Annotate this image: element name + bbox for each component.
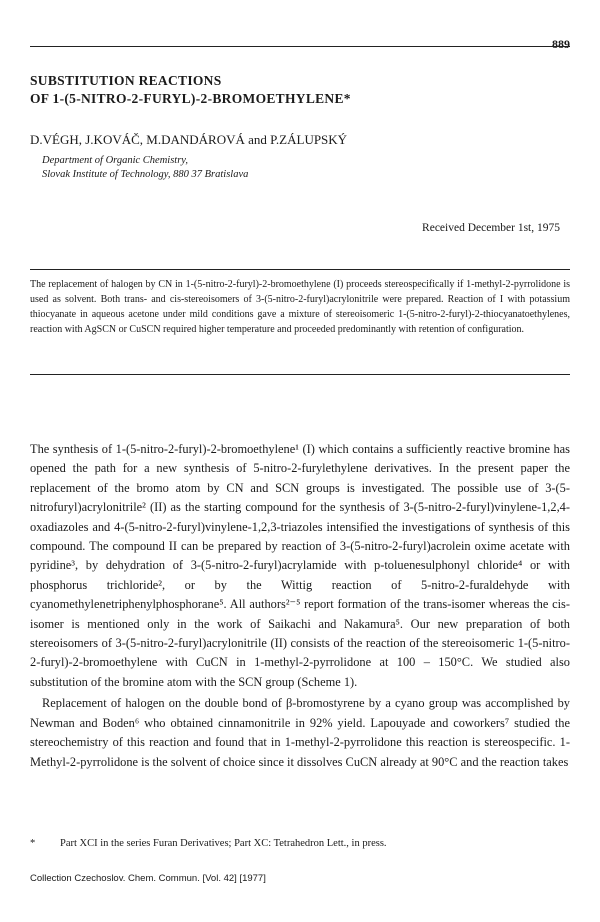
article-title xyxy=(30,72,570,108)
abstract: The replacement of halogen by CN in 1-(5-nitro-2-furyl)-2-bromoethylene (I) proceeds stereospecifically if 1-methyl-2-pyrrolidone is used as solvent. Both trans- and cis-stereoisomers of 3-(5-nitro-2-furyl)acrylonitrile were prepared. Reaction of I with potassium thiocyanate in aqueous acetone under mild conditions gave a mixture of stereoisomeric 1-(5-nitro-2-furyl)-2-thiocyanatoethylenes, reaction with AgSCN or CuSCN required higher temperature and proceeded predominantly with retention of configuration. xyxy=(30,279,570,335)
affiliation-line-1: Department of Organic Chemistry, xyxy=(42,155,189,166)
footnote-symbol: * xyxy=(30,838,36,849)
body-paragraph-1: The synthesis of 1-(5-nitro-2-furyl)-2-bromoethylene¹ (I) which contains a sufficiently reactive bromine has opened the path for a new synthesis of 5-nitro-2-furylethylene derivatives. In the present paper the replacement of the bromo atom by CN and SCN groups is investigated. The possible use of 3-(5-nitrofuryl)acrylonitrile² (II) as the starting compound for the synthesis of 3-(5-nitro-2-furyl)vinylene-1,2,4-oxadiazoles and 4-(5-nitro-2-furyl)vinylene-1,2,3-triazoles intensified the investigations of synthesis of this compound. The compound II can be prepared by reaction of 3-(5-nitro-2-furyl)acrolein oxime acetate with pyridine³, by dehydration of 3-(5-nitro-2-furyl)acrylamide with p-toluenesulphonyl chloride⁴ or with phosphorus trichloride², or by the Wittig reaction of 5-nitro-2-furaldehyde with cyanomethylenetriphenylphosphorane⁵. All authors²⁻⁵ report formation of the trans-isomer whereas the cis-isomer is mentioned only in the work of Saikachi and Nakamura⁵. Our new preparation of both stereoisomers of 3-(5-nitro-2-furyl)acrylonitrile (II) consists of the reaction of the stereoisomeric 1-(5-nitro-2-furyl)-2-bromoethylene with CuCN in 1-methyl-2-pyrrolidone at 100 – 150°C. We studied also substitution of the bromine atom with the SCN group (Scheme 1). xyxy=(30,442,570,689)
body-text xyxy=(30,440,570,772)
author-list: D.VÉGH, J.KOVÁČ, M.DANDÁROVÁ and P.ZÁLUPSKÝ xyxy=(30,132,348,147)
footnote-text: Part XCI in the series Furan Derivatives; Part XC: Tetrahedron Lett., in press. xyxy=(60,838,387,849)
affiliation xyxy=(42,154,248,182)
body-paragraph-2: Replacement of halogen on the double bond of β-bromostyrene by a cyano group was accomplished by Newman and Boden⁶ who obtained cinnamonitrile in 92% yield. Lapouyade and coworkers⁷ studied the stereochemistry of this reaction and found that in 1-methyl-2-pyrrolidone this reaction is stereospecific. 1-Methyl-2-pyrrolidone is the solvent of choice since it dissolves CuCN already at 90°C and the reaction takes xyxy=(30,696,570,769)
received-date: Received December 1st, 1975 xyxy=(422,222,560,234)
abstract-rule-top xyxy=(30,269,570,270)
footnote xyxy=(30,838,570,849)
journal-citation: Collection Czechoslov. Chem. Commun. [Vol. 42] [1977] xyxy=(30,873,266,884)
header-rule xyxy=(30,46,570,47)
abstract-rule-bottom xyxy=(30,374,570,375)
title-line-1: SUBSTITUTION REACTIONS xyxy=(30,73,222,88)
affiliation-line-2: Slovak Institute of Technology, 880 37 Bratislava xyxy=(42,169,249,180)
page-number: 889 xyxy=(552,37,570,51)
title-line-2: OF 1-(5-NITRO-2-FURYL)-2-BROMOETHYLENE* xyxy=(30,91,351,106)
